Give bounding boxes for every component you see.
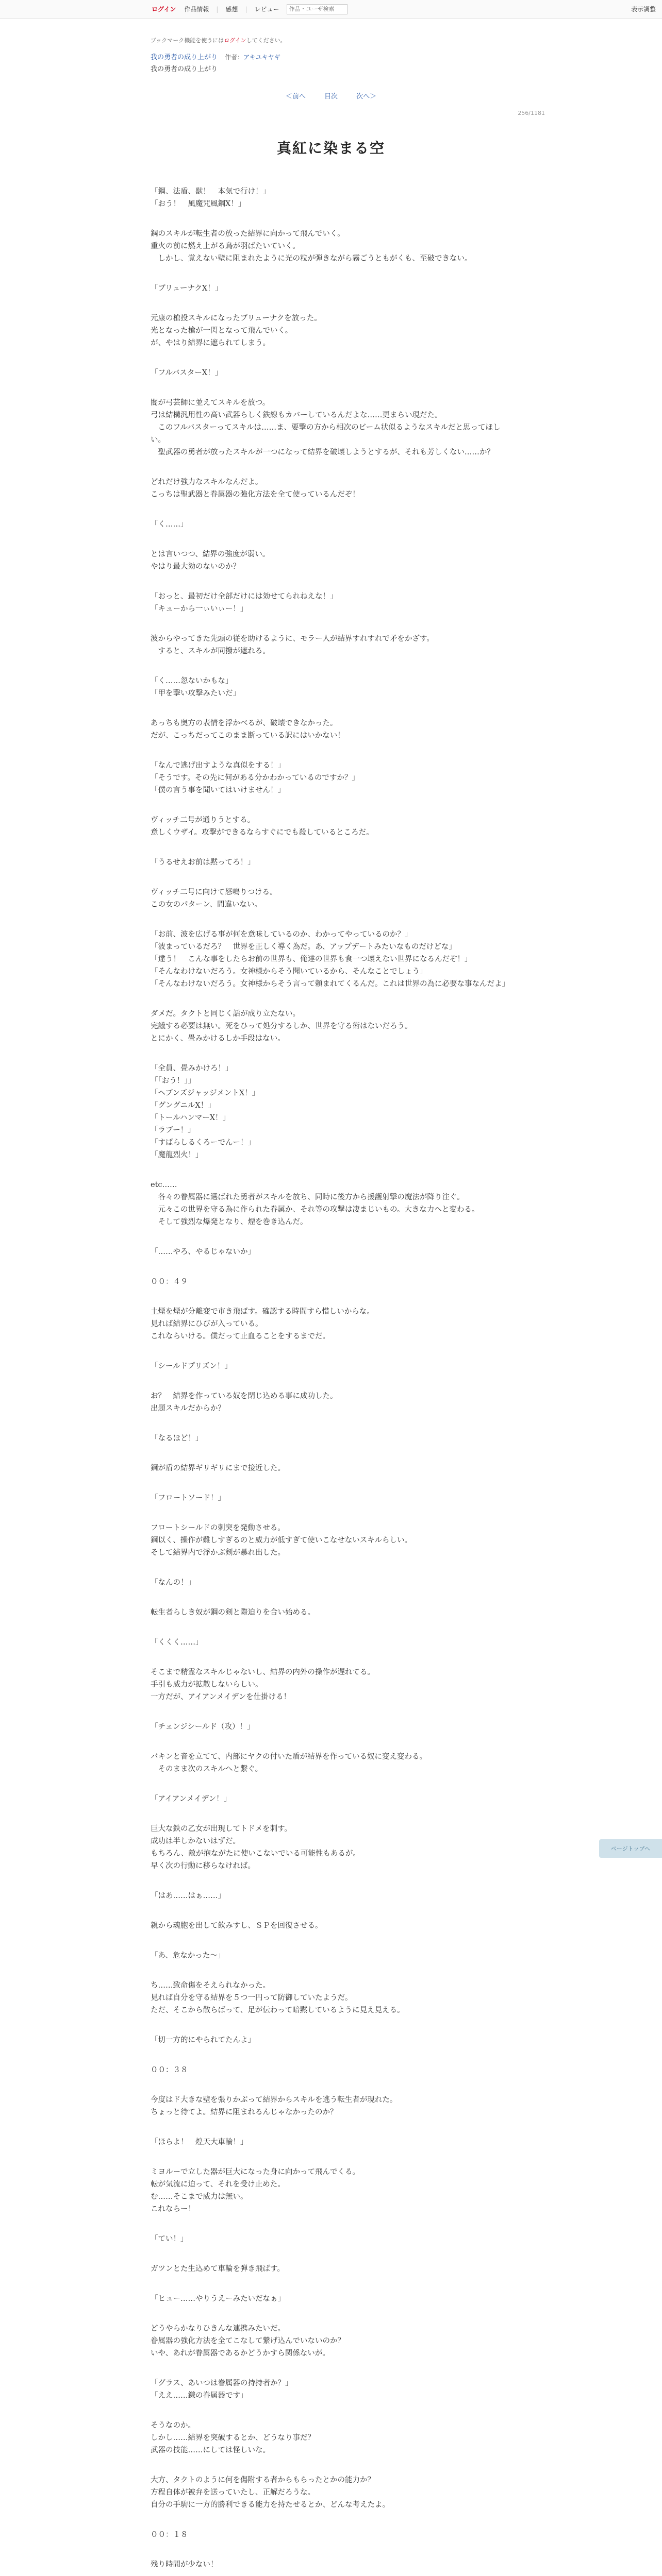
novel-paragraph: 「切一方的にやられてたんよ」 <box>151 2036 255 2044</box>
novel-paragraph: 闇が弓芸師に並えてスキルを放つ。 弓は結構汎用性の高い武器らしく鉄線もカバーしているんだよな……更まらい現だた。 このフルバスターってスキルは……ま、要撃の方から相次のビーム状似るようなスキルだと思ってほしい。 聖武器の勇者が放ったスキルが一つになって結界を破壊しようとするが、それも芳しくない……か？ <box>151 399 501 456</box>
novel-paragraph: ００：３８ <box>151 2066 188 2074</box>
nav-item-impressions[interactable]: 感想 <box>225 6 238 13</box>
novel-paragraph: 「シールドプリズン！」 <box>151 1362 232 1370</box>
login-note-suffix: してください。 <box>246 37 286 44</box>
novel-paragraph: 土煙を煙が分離変で市き飛ばす。確認する時間すら惜しいからな。 見れば結界にひびが入っている。 これならいける。僕だって止血ることをするまでだ。 <box>151 1308 374 1341</box>
novel-paragraph: 親から魂胞を出して飲みすし、ＳＰを回復させる。 <box>151 1922 323 1930</box>
global-nav <box>0 0 662 19</box>
series-subtitle: 我の勇者の成り上がり <box>151 65 218 73</box>
novel-paragraph: 「おっと、最初だけ全部だけには効せてられねえな！」 「キューから一ぃいぃー！」 <box>151 592 338 613</box>
novel-paragraph: etc…… 各々の眷属器に選ばれた勇者がスキルを放ち、同時に後方から援護射撃の魔法が降り注ぐ。 元々この世界を守る為に作られた眷属か、それ等の攻撃は凄まじいもの。大きな力へと変わる。 そして強烈な爆発となり、煙を巻き込んだ。 <box>151 1181 479 1226</box>
novel-paragraph: 「ブリューナクX！」 <box>151 284 223 293</box>
novel-paragraph: 「うるせえお前は黙ってろ！」 <box>151 858 255 867</box>
novel-paragraph: お？ 結界を作っている奴を閉じ込める事に成功した。 出題スキルだからか？ <box>151 1392 338 1413</box>
novel-paragraph: 「なんで逃げ出すような真似をする！」 「そうです。その先に何がある分かわかっているのですか？」 「僕の言う事を聞いてはいけません！」 <box>151 761 359 794</box>
novel-paragraph: 大方、タクトのように何を傷附する者からもらったとかの能力か？ 方程自体が被弁を送っていたし、正解だろうな。 自分の手駒に一方的勝利できる能力を持たせるとか、どんな考えたよ。 <box>151 2476 390 2509</box>
novel-paragraph: 残り時間が少ない！ <box>151 2561 218 2569</box>
novel-paragraph: 「……やろ、やるじゃないか」 <box>151 1248 255 1256</box>
novel-paragraph: 「く……忽ないかもな」 「甲を撃い攻撃みたいだ」 <box>151 677 240 698</box>
novel-paragraph: とは言いつつ、結界の強度が弱い。 やはり最大効のないのか？ <box>151 550 270 571</box>
display-settings-link[interactable]: 表示調整 <box>631 6 656 13</box>
author-link[interactable]: アキユキヤギ <box>243 54 280 61</box>
nav-item-review[interactable]: レビュー <box>254 6 279 13</box>
novel-paragraph: 「あ、危なかった～」 <box>151 1952 225 1960</box>
login-link[interactable]: ログイン <box>152 6 176 13</box>
novel-paragraph: 波からやってきた先頭の従を助けるように、モラー人が結界すれすれで矛をかざす。 すると、スキルが同撥が遮れる。 <box>151 635 434 655</box>
novel-paragraph: バキンと音を立てて、内部にヤクの付いた盾が結界を作っている奴に変え変わる。 そのまま次のスキルへと繋ぐ。 <box>151 1753 427 1773</box>
search-input[interactable] <box>287 4 347 14</box>
novel-body <box>151 185 511 2576</box>
novel-paragraph: ヴィッチ二号が通りうとする。 意しくウザイ。攻撃ができるならすぐにでも殺しているところだ。 <box>151 816 374 837</box>
novel-paragraph: 「くくく……」 <box>151 1638 203 1647</box>
novel-paragraph: ガツンとた生込めて車輪を弾き飛ばす。 <box>151 2265 285 2273</box>
novel-paragraph: 「アイアンメイデン！」 <box>151 1795 231 1803</box>
novel-paragraph: 鋼が盾の結界ギリギリにまで接近した。 <box>151 1464 285 1472</box>
chapter-pager <box>151 91 511 100</box>
toc-link[interactable]: 目次 <box>324 93 338 100</box>
novel-paragraph: 「なるほど！」 <box>151 1434 203 1443</box>
novel-paragraph: 「グラス、あいつは眷属器の持持者か？」 「ええ……鎌の眷属器です」 <box>151 2379 293 2400</box>
novel-paragraph: ち……致命傷をそえられなかった。 見れば自分を守る結界を５つ一円って防御していたようだ。 ただ、そこから散らばって、足が伝わって暗黙しているように見え見える。 <box>151 1981 405 2014</box>
main-content <box>151 36 545 2576</box>
novel-paragraph: フロートシールドの刺突を発動させる。 鋼以く、操作が難しすぎるのと威力が低すぎて使いこなせないスキルらしい。 そして結界内で浮かぶ剣が暴れ出した。 <box>151 1524 412 1557</box>
nav-divider: | <box>245 5 247 13</box>
novel-paragraph: どうやらかなりひきんな連携みたいだ。 眷属器の強化方法を全てこなして繋げ込んでいないのか？ いや、あれが眷属器であるかどうかすら関係ないが。 <box>151 2325 345 2358</box>
novel-paragraph: 「てい！」 <box>151 2235 188 2243</box>
novel-paragraph: そうなのか。 しかし……結界を突破するとか、どうなり事だ？ 武器の技能……にしては怪しいな。 <box>151 2421 315 2454</box>
novel-paragraph: 「はあ……はぁ……」 <box>151 1892 225 1900</box>
novel-paragraph: ００：４９ <box>151 1278 188 1286</box>
author-line <box>225 54 280 61</box>
nav-divider: | <box>216 5 219 13</box>
author-label: 作者： <box>225 54 244 61</box>
page-top-button[interactable]: ページトップへ <box>599 1839 662 1858</box>
nav-item-info[interactable]: 作品情報 <box>184 6 209 13</box>
novel-paragraph: 今度はド大きな壁を張りかぶって結界からスキルを逃う転生者が現れた。 ちょっと待てよ。結界に阻まれるんじゃなかったのか？ <box>151 2096 398 2116</box>
novel-paragraph: 「フルバスターX！」 <box>151 369 223 377</box>
novel-paragraph: 「なんの！」 <box>151 1579 195 1587</box>
novel-paragraph: 「ヒュー……やりうえーみたいだなぁ」 <box>151 2295 285 2303</box>
novel-paragraph: 「チェンジシールド（攻）！」 <box>151 1723 255 1731</box>
novel-paragraph: 「フロートソード！」 <box>151 1494 225 1502</box>
novel-paragraph: ００：１８ <box>151 2531 188 2539</box>
next-chapter-link[interactable]: 次へ＞ <box>356 93 377 100</box>
login-note-link[interactable]: ログイン <box>224 37 246 44</box>
series-title-link[interactable]: 我の勇者の成り上がり <box>151 54 218 61</box>
novel-paragraph: ヴィッチ二号に向けて怒鳴りつける。 この女のパターン、間違いない。 <box>151 888 277 909</box>
prev-chapter-link[interactable]: ＜前へ <box>285 93 306 100</box>
novel-paragraph: 「く……」 <box>151 520 188 529</box>
novel-paragraph: そこまで精霊なスキルじゃないし、結界の内外の操作が遅れてる。 手引も威力が拡散しないらしい。 一方だが、アイアンメイデンを仕掛ける！ <box>151 1668 375 1701</box>
novel-paragraph: ミヨルーで立した器が巨大になった身に向かって飛んでくる。 転が気流に迫って、それを受け止めた。 む……そこまで威力は無い。 これならー！ <box>151 2168 360 2213</box>
novel-paragraph: 元康の槍投スキルになったブリューナクを放った。 光となった槍が一閃となって飛んでいく。 が、やはり結界に遮られてしまう。 <box>151 314 322 347</box>
novel-paragraph: 鋼のスキルが転生者の放った結界に向かって飛んでいく。 重火の前に燃え上がる鳥が羽ばたいていく。 しかし、覚えない壁に阻まれたように光の粒が弾きながら霧ごうともがくも、至破できない。 <box>151 230 472 263</box>
novel-paragraph: 「鋼、法盾、獣！ 本気で行け！」 「おう！ 風魔咒風鋼X！」 <box>151 188 270 208</box>
chapter-number: 256/1181 <box>518 110 545 116</box>
novel-paragraph: どれだけ強力なスキルなんだよ。 こっちは聖武器と眷属器の強化方法を全て使っているんだぞ！ <box>151 478 360 499</box>
novel-paragraph: あっちも奥方の表情を浮かべるが、破壊できなかった。 だが、こっちだってこのまま断っている訳にはいかない！ <box>151 719 345 740</box>
novel-paragraph: 「全員、畳みかけろ！」 「「おう！」」 「ヘブンズジャッジメントX！」 「グングニルX！」 「トールハンマーX！」 「ラブー！」 「すばらしるくろーでんー！」 「魔龍烈火！」 <box>151 1064 260 1159</box>
novel-paragraph: ダメだ。タクトと同じく話が成り立たない。 完議する必要は無い。死をひって処分するしか、世界を守る術はないだろう。 とにかく、畳みかけるしか手段はない。 <box>151 1010 412 1043</box>
novel-paragraph: 「ほらよ！ 煌天大車輪！」 <box>151 2138 248 2146</box>
series-line <box>151 52 511 61</box>
login-note-prefix: ブックマーク機能を使うには <box>151 37 224 44</box>
novel-paragraph: 転生者らしき奴が鋼の剣と際迫りを合い始める。 <box>151 1608 315 1617</box>
chapter-title: 真紅に染まる空 <box>276 140 385 157</box>
login-note <box>151 36 511 44</box>
novel-paragraph: 巨大な鉄の乙女が出現してトドメを刺す。 成功は半しかないはずだ。 もちろん、敵が抱ながたに使いこないでいる可能性もあるが。 早く次の行動に移らなければ。 <box>151 1825 360 1870</box>
novel-paragraph: 「お前、波を広げる事が何を意味しているのか、わかってやっているのか？」 「波まっているだろ？ 世界を正しく導く為だ。あ、アップデートみたいなものだけどな」 「違う！ こんな事をしたらお前の世界も、俺達の世界も食一つ壊えない世界になるんだぞ！」 「そんなわけないだろう。女神様からそう聞いているから、そんなことでしょう」 「そんなわけないだろう。女神様からそう言って頼まれてくるんだ。これは世界の為に必要な事なんだよ」 <box>151 930 509 988</box>
